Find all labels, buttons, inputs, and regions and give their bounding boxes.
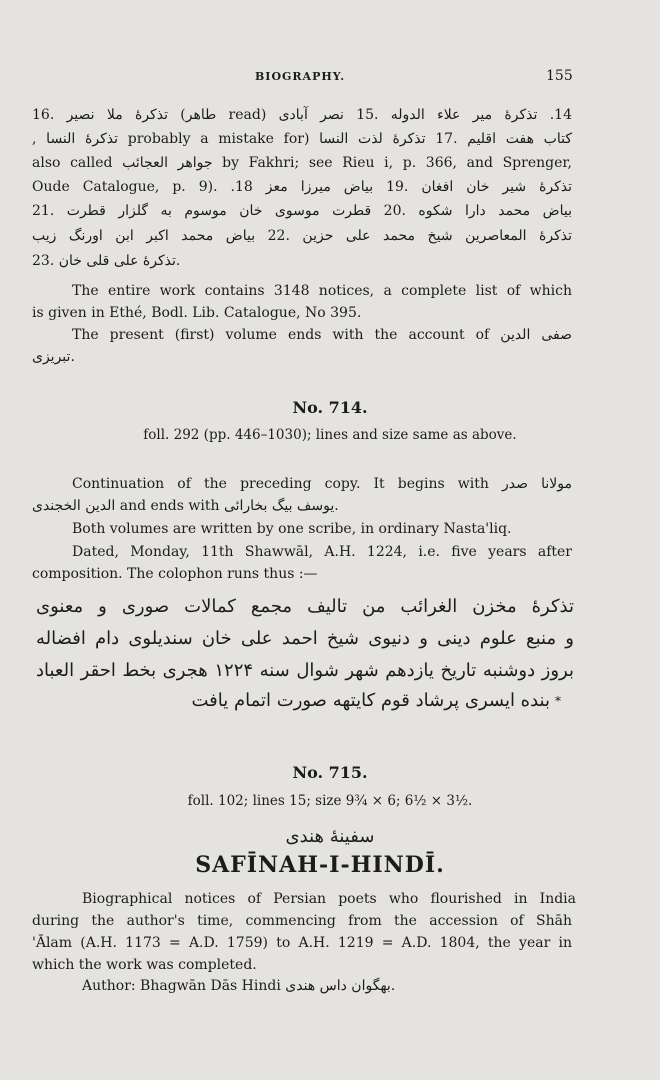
entry-714-line-3: Both volumes are written by one scribe, in ordinary Nasta'liq. xyxy=(72,521,512,537)
entry-715-line-4: which the work was completed. xyxy=(32,957,257,973)
colophon-end-mark: * xyxy=(555,694,561,708)
entry-714-line-1: Continuation of the preceding copy. It begins with مولانا صدر xyxy=(72,476,572,492)
entry-715-persian-title: سفینۀ هندی xyxy=(285,826,375,847)
colophon-line-1: تذکرۀ مخزن الغرائب من تالیف مجمع کمالات صوری و معنوی xyxy=(36,596,574,617)
entry-715-number: No. 715. xyxy=(292,763,368,782)
list-line-1: 14. تذکرۀ میر علاء الدوله .15 نصر آبادی (read طاهر) تذکرۀ ملا نصیر .16 xyxy=(32,107,572,123)
list-line-3: also called جواهر العجائب by Fakhri; see Rieu i, p. 366, and Sprenger, xyxy=(32,155,572,171)
colophon-line-2: و منبع علوم دینی و دنیوی شیخ احمد علی خان سندیلوی دام افضاله xyxy=(36,628,574,649)
summary-line-4: تبریزی. xyxy=(32,349,75,365)
list-line-4: Oude Catalogue, p. 9). .18 تذکرۀ شیر خان افغان .19 بیاض میرزا معز xyxy=(32,179,573,195)
list-line-2: کتاب هفت اقلیم .17 تذکرۀ لذت النسا (probably a mistake for تذکرۀ النسا , xyxy=(32,131,573,147)
running-header xyxy=(0,70,660,90)
entry-714-line-5: composition. The colophon runs thus :— xyxy=(32,566,318,582)
entry-714-line-4: Dated, Monday, 11th Shawwāl, A.H. 1224, i.e. five years after xyxy=(72,544,572,560)
summary-line-3: The present (first) volume ends with the account of صفی الدین xyxy=(72,327,573,343)
list-line-6: تذکرۀ المعاصرین شیخ محمد علی حزین .22 بیاض محمد اکبر ابن اورنگ زیب xyxy=(32,228,572,244)
list-line-7: 23. تذکرۀ علی قلی خان. xyxy=(32,253,181,269)
entry-714-line-2: الدین الخجندی and ends with یوسف بیگ بخارائی. xyxy=(32,498,339,514)
entry-715-line-3: 'Ālam (A.H. 1173 = A.D. 1759) to A.H. 1219 = A.D. 1804, the year in xyxy=(32,935,572,951)
entry-714-foll: foll. 292 (pp. 446–1030); lines and size same as above. xyxy=(143,427,517,443)
entry-715-foll: foll. 102; lines 15; size 9¾ × 6; 6½ × 3½. xyxy=(187,793,473,809)
colophon-line-3: بروز دوشنبه تاریخ یازدهم شهر شوال سنه ۱۲۲۴ هجری بخط احقر العباد xyxy=(36,660,575,681)
entry-715-line-5: Author: Bhagwān Dās Hindi بهگوان داس هندی. xyxy=(82,978,396,994)
colophon-line-4: بنده ایسری پرشاد قوم کایتهه صورت اتمام یافت xyxy=(191,690,550,711)
entry-715-title: SAFĪNAH-I-HINDĪ. xyxy=(195,852,445,878)
entry-715-line-1: Biographical notices of Persian poets who flourished in India xyxy=(82,891,576,907)
summary-line-1: The entire work contains 3148 notices, a complete list of which xyxy=(72,283,572,299)
list-line-5: بیاض محمد دارا شکوه .20 قطرت موسوی خان موسوم به گلزار قطرت .21 xyxy=(32,203,572,219)
entry-714-number: No. 714. xyxy=(292,398,368,417)
entry-715-line-2: during the author's time, commencing from the accession of Shāh xyxy=(32,913,572,929)
summary-line-2: is given in Ethé, Bodl. Lib. Catalogue, No 395. xyxy=(32,305,362,321)
page-number: 155 xyxy=(546,68,573,84)
running-title: BIOGRAPHY. xyxy=(255,70,346,83)
